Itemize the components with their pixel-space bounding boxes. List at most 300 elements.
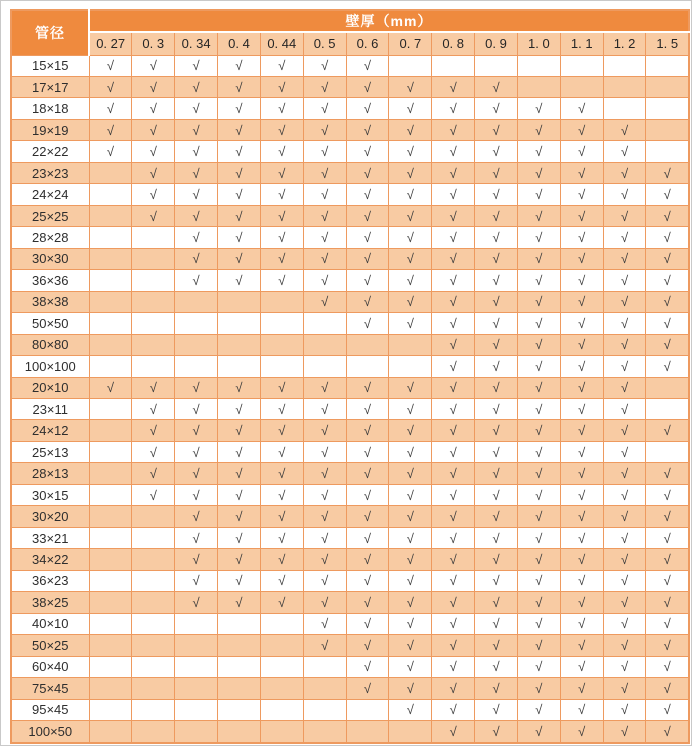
check-cell-checked: √ [218, 549, 261, 570]
check-cell-checked: √ [389, 377, 432, 398]
size-cell: 19×19 [11, 119, 89, 140]
check-cell-checked: √ [260, 248, 303, 269]
check-cell-empty [260, 291, 303, 312]
check-cell-checked: √ [432, 484, 475, 505]
check-cell-checked: √ [475, 678, 518, 699]
check-cell-checked: √ [303, 76, 346, 97]
table-row [11, 334, 689, 355]
check-cell-checked: √ [132, 463, 175, 484]
check-cell-checked: √ [260, 162, 303, 183]
check-cell-checked: √ [175, 119, 218, 140]
size-cell: 30×30 [11, 248, 89, 269]
check-cell-checked: √ [517, 205, 560, 226]
check-cell-checked: √ [132, 141, 175, 162]
check-cell-checked: √ [175, 399, 218, 420]
check-cell-checked: √ [603, 119, 646, 140]
check-cell-empty [646, 98, 689, 119]
check-cell-checked: √ [218, 98, 261, 119]
check-cell-checked: √ [560, 506, 603, 527]
check-cell-checked: √ [260, 506, 303, 527]
size-cell: 75×45 [11, 678, 89, 699]
check-cell-checked: √ [132, 420, 175, 441]
check-cell-checked: √ [175, 248, 218, 269]
size-cell: 36×23 [11, 570, 89, 591]
check-cell-checked: √ [432, 162, 475, 183]
check-cell-checked: √ [346, 227, 389, 248]
check-cell-checked: √ [346, 635, 389, 656]
check-cell-checked: √ [218, 484, 261, 505]
check-cell-empty [346, 699, 389, 720]
check-cell-checked: √ [560, 570, 603, 591]
check-cell-checked: √ [389, 441, 432, 462]
check-cell-empty [303, 699, 346, 720]
check-cell-checked: √ [260, 377, 303, 398]
thickness-col-header-7: 0. 7 [389, 32, 432, 55]
check-cell-checked: √ [517, 119, 560, 140]
check-cell-checked: √ [346, 484, 389, 505]
check-cell-empty [389, 55, 432, 76]
check-cell-checked: √ [175, 441, 218, 462]
thickness-col-header-5: 0. 5 [303, 32, 346, 55]
check-cell-checked: √ [432, 119, 475, 140]
thickness-col-header-10: 1. 0 [517, 32, 560, 55]
check-cell-checked: √ [646, 613, 689, 634]
check-cell-checked: √ [646, 699, 689, 720]
check-cell-checked: √ [218, 270, 261, 291]
check-cell-checked: √ [475, 527, 518, 548]
check-cell-empty [218, 356, 261, 377]
check-cell-checked: √ [389, 119, 432, 140]
check-cell-checked: √ [303, 205, 346, 226]
check-cell-checked: √ [389, 291, 432, 312]
check-cell-empty [303, 721, 346, 743]
check-cell-checked: √ [646, 334, 689, 355]
table-row [11, 549, 689, 570]
check-cell-checked: √ [260, 205, 303, 226]
check-cell-checked: √ [389, 420, 432, 441]
check-cell-empty [132, 613, 175, 634]
check-cell-checked: √ [603, 678, 646, 699]
check-cell-checked: √ [475, 635, 518, 656]
check-cell-empty [89, 420, 132, 441]
table-row [11, 463, 689, 484]
check-cell-checked: √ [303, 98, 346, 119]
check-cell-checked: √ [389, 656, 432, 677]
check-cell-checked: √ [560, 334, 603, 355]
check-cell-checked: √ [517, 377, 560, 398]
size-cell: 28×13 [11, 463, 89, 484]
check-cell-checked: √ [89, 119, 132, 140]
check-cell-empty [132, 291, 175, 312]
check-cell-checked: √ [132, 441, 175, 462]
size-cell: 50×50 [11, 313, 89, 334]
check-cell-checked: √ [303, 55, 346, 76]
check-cell-checked: √ [603, 162, 646, 183]
check-cell-checked: √ [260, 119, 303, 140]
check-cell-checked: √ [346, 270, 389, 291]
check-cell-checked: √ [432, 635, 475, 656]
check-cell-checked: √ [389, 227, 432, 248]
check-cell-checked: √ [603, 377, 646, 398]
check-cell-checked: √ [218, 441, 261, 462]
check-cell-empty [389, 356, 432, 377]
check-cell-checked: √ [603, 463, 646, 484]
check-cell-checked: √ [389, 549, 432, 570]
check-cell-checked: √ [603, 635, 646, 656]
check-cell-empty [89, 205, 132, 226]
check-cell-checked: √ [517, 506, 560, 527]
check-cell-empty [517, 76, 560, 97]
size-cell: 36×36 [11, 270, 89, 291]
thickness-col-header-0: 0. 27 [89, 32, 132, 55]
check-cell-checked: √ [475, 463, 518, 484]
check-cell-checked: √ [646, 527, 689, 548]
check-cell-checked: √ [218, 141, 261, 162]
check-cell-checked: √ [346, 55, 389, 76]
check-cell-checked: √ [432, 313, 475, 334]
check-cell-checked: √ [175, 420, 218, 441]
check-cell-checked: √ [260, 441, 303, 462]
table-body [11, 55, 689, 743]
check-cell-checked: √ [646, 506, 689, 527]
check-cell-empty [132, 248, 175, 269]
check-cell-checked: √ [432, 76, 475, 97]
check-cell-checked: √ [560, 592, 603, 613]
check-cell-checked: √ [432, 656, 475, 677]
check-cell-empty [303, 313, 346, 334]
check-cell-empty [89, 184, 132, 205]
check-cell-empty [89, 270, 132, 291]
check-cell-empty [132, 635, 175, 656]
check-cell-checked: √ [432, 420, 475, 441]
size-cell: 24×12 [11, 420, 89, 441]
check-cell-checked: √ [432, 463, 475, 484]
check-cell-empty [646, 119, 689, 140]
size-cell: 18×18 [11, 98, 89, 119]
check-cell-checked: √ [475, 613, 518, 634]
check-cell-checked: √ [346, 205, 389, 226]
check-cell-checked: √ [175, 205, 218, 226]
table-row [11, 184, 689, 205]
size-cell: 100×50 [11, 721, 89, 743]
check-cell-checked: √ [346, 506, 389, 527]
check-cell-empty [603, 55, 646, 76]
check-cell-empty [646, 441, 689, 462]
check-cell-checked: √ [475, 141, 518, 162]
size-cell: 100×100 [11, 356, 89, 377]
check-cell-checked: √ [603, 420, 646, 441]
size-cell: 34×22 [11, 549, 89, 570]
table-row [11, 570, 689, 591]
check-cell-checked: √ [218, 506, 261, 527]
check-cell-checked: √ [560, 613, 603, 634]
check-cell-checked: √ [646, 205, 689, 226]
check-cell-empty [389, 721, 432, 743]
check-cell-checked: √ [218, 227, 261, 248]
check-cell-checked: √ [218, 570, 261, 591]
check-cell-checked: √ [303, 549, 346, 570]
check-cell-checked: √ [560, 162, 603, 183]
check-cell-checked: √ [175, 484, 218, 505]
check-cell-empty [346, 721, 389, 743]
check-cell-checked: √ [346, 377, 389, 398]
check-cell-checked: √ [303, 184, 346, 205]
check-cell-checked: √ [646, 184, 689, 205]
check-cell-checked: √ [560, 227, 603, 248]
check-cell-checked: √ [517, 98, 560, 119]
check-cell-checked: √ [303, 291, 346, 312]
check-cell-checked: √ [303, 119, 346, 140]
check-cell-empty [89, 678, 132, 699]
check-cell-empty [132, 270, 175, 291]
check-cell-checked: √ [603, 356, 646, 377]
table-row [11, 377, 689, 398]
check-cell-checked: √ [432, 184, 475, 205]
check-cell-checked: √ [260, 420, 303, 441]
check-cell-empty [89, 721, 132, 743]
table-row [11, 55, 689, 76]
check-cell-empty [132, 313, 175, 334]
check-cell-checked: √ [560, 463, 603, 484]
check-cell-checked: √ [475, 98, 518, 119]
check-cell-checked: √ [303, 270, 346, 291]
check-cell-checked: √ [475, 184, 518, 205]
check-cell-checked: √ [389, 184, 432, 205]
check-cell-checked: √ [89, 98, 132, 119]
check-cell-empty [260, 356, 303, 377]
pipe-thickness-matrix-table [10, 9, 690, 744]
table-row [11, 313, 689, 334]
check-cell-checked: √ [517, 184, 560, 205]
check-cell-checked: √ [560, 656, 603, 677]
check-cell-empty [646, 399, 689, 420]
check-cell-checked: √ [646, 484, 689, 505]
check-cell-checked: √ [303, 420, 346, 441]
check-cell-checked: √ [260, 570, 303, 591]
check-cell-checked: √ [175, 527, 218, 548]
check-cell-checked: √ [603, 184, 646, 205]
check-cell-checked: √ [218, 399, 261, 420]
check-cell-checked: √ [346, 463, 389, 484]
check-cell-checked: √ [475, 699, 518, 720]
check-cell-checked: √ [175, 270, 218, 291]
check-cell-checked: √ [260, 527, 303, 548]
check-cell-checked: √ [517, 527, 560, 548]
table-row [11, 399, 689, 420]
check-cell-checked: √ [303, 592, 346, 613]
check-cell-checked: √ [260, 227, 303, 248]
check-cell-checked: √ [175, 506, 218, 527]
check-cell-empty [175, 721, 218, 743]
check-cell-checked: √ [603, 527, 646, 548]
check-cell-checked: √ [175, 592, 218, 613]
check-cell-checked: √ [517, 549, 560, 570]
thickness-header-row [11, 32, 689, 55]
check-cell-checked: √ [132, 377, 175, 398]
check-cell-checked: √ [389, 313, 432, 334]
check-cell-checked: √ [475, 377, 518, 398]
check-cell-checked: √ [346, 656, 389, 677]
check-cell-checked: √ [175, 162, 218, 183]
check-cell-empty [89, 463, 132, 484]
check-cell-checked: √ [432, 699, 475, 720]
check-cell-empty [89, 313, 132, 334]
check-cell-empty [175, 613, 218, 634]
check-cell-empty [260, 656, 303, 677]
check-cell-checked: √ [432, 356, 475, 377]
check-cell-empty [175, 334, 218, 355]
check-cell-empty [260, 699, 303, 720]
check-cell-empty [560, 76, 603, 97]
check-cell-empty [89, 570, 132, 591]
size-cell: 23×23 [11, 162, 89, 183]
table-row [11, 527, 689, 548]
check-cell-checked: √ [517, 635, 560, 656]
check-cell-empty [89, 635, 132, 656]
thickness-col-header-8: 0. 8 [432, 32, 475, 55]
check-cell-empty [132, 592, 175, 613]
check-cell-checked: √ [517, 162, 560, 183]
check-cell-empty [132, 527, 175, 548]
check-cell-empty [89, 291, 132, 312]
check-cell-empty [303, 678, 346, 699]
check-cell-checked: √ [560, 399, 603, 420]
check-cell-checked: √ [175, 377, 218, 398]
check-cell-checked: √ [517, 484, 560, 505]
check-cell-empty [603, 76, 646, 97]
check-cell-checked: √ [603, 441, 646, 462]
check-cell-checked: √ [389, 463, 432, 484]
table-row [11, 76, 689, 97]
check-cell-checked: √ [603, 291, 646, 312]
check-cell-empty [260, 678, 303, 699]
check-cell-empty [89, 399, 132, 420]
check-cell-checked: √ [218, 463, 261, 484]
thickness-col-header-13: 1. 5 [646, 32, 689, 55]
check-cell-checked: √ [432, 227, 475, 248]
check-cell-checked: √ [346, 549, 389, 570]
table-row [11, 248, 689, 269]
check-cell-checked: √ [603, 613, 646, 634]
check-cell-checked: √ [175, 227, 218, 248]
check-cell-checked: √ [646, 656, 689, 677]
check-cell-checked: √ [432, 399, 475, 420]
check-cell-checked: √ [132, 119, 175, 140]
check-cell-checked: √ [432, 678, 475, 699]
check-cell-checked: √ [218, 76, 261, 97]
check-cell-checked: √ [560, 141, 603, 162]
check-cell-checked: √ [646, 420, 689, 441]
check-cell-empty [218, 334, 261, 355]
check-cell-checked: √ [303, 377, 346, 398]
check-cell-checked: √ [346, 98, 389, 119]
check-cell-empty [89, 248, 132, 269]
thickness-col-header-11: 1. 1 [560, 32, 603, 55]
check-cell-checked: √ [346, 184, 389, 205]
check-cell-checked: √ [432, 141, 475, 162]
check-cell-checked: √ [560, 549, 603, 570]
check-cell-checked: √ [646, 463, 689, 484]
check-cell-empty [560, 55, 603, 76]
check-cell-checked: √ [389, 613, 432, 634]
table-row [11, 291, 689, 312]
check-cell-checked: √ [346, 570, 389, 591]
check-cell-checked: √ [346, 592, 389, 613]
check-cell-empty [175, 635, 218, 656]
check-cell-checked: √ [517, 291, 560, 312]
check-cell-empty [218, 678, 261, 699]
check-cell-empty [132, 656, 175, 677]
check-cell-empty [132, 334, 175, 355]
size-cell: 38×25 [11, 592, 89, 613]
check-cell-checked: √ [517, 570, 560, 591]
check-cell-checked: √ [218, 377, 261, 398]
check-cell-checked: √ [517, 699, 560, 720]
check-cell-empty [89, 527, 132, 548]
check-cell-empty [89, 613, 132, 634]
table-row [11, 721, 689, 743]
check-cell-checked: √ [517, 678, 560, 699]
check-cell-checked: √ [603, 141, 646, 162]
check-cell-checked: √ [646, 248, 689, 269]
check-cell-empty [218, 656, 261, 677]
check-cell-checked: √ [175, 76, 218, 97]
check-cell-empty [432, 55, 475, 76]
check-cell-checked: √ [303, 248, 346, 269]
check-cell-checked: √ [560, 420, 603, 441]
check-cell-empty [646, 76, 689, 97]
check-cell-empty [175, 356, 218, 377]
check-cell-checked: √ [432, 613, 475, 634]
size-cell: 95×45 [11, 699, 89, 720]
check-cell-empty [89, 656, 132, 677]
check-cell-checked: √ [646, 678, 689, 699]
check-cell-checked: √ [475, 549, 518, 570]
size-cell: 33×21 [11, 527, 89, 548]
check-cell-empty [132, 699, 175, 720]
check-cell-empty [346, 356, 389, 377]
size-cell: 28×28 [11, 227, 89, 248]
check-cell-empty [218, 313, 261, 334]
check-cell-checked: √ [475, 334, 518, 355]
check-cell-checked: √ [646, 291, 689, 312]
check-cell-checked: √ [175, 463, 218, 484]
check-cell-checked: √ [475, 570, 518, 591]
check-cell-checked: √ [260, 463, 303, 484]
check-cell-checked: √ [560, 248, 603, 269]
check-cell-empty [175, 656, 218, 677]
check-cell-checked: √ [646, 270, 689, 291]
check-cell-checked: √ [475, 484, 518, 505]
check-cell-empty [260, 334, 303, 355]
check-cell-checked: √ [603, 270, 646, 291]
check-cell-checked: √ [303, 441, 346, 462]
check-cell-checked: √ [475, 592, 518, 613]
size-cell: 20×10 [11, 377, 89, 398]
check-cell-checked: √ [218, 119, 261, 140]
size-cell: 23×11 [11, 399, 89, 420]
size-cell: 25×25 [11, 205, 89, 226]
check-cell-empty [346, 334, 389, 355]
check-cell-checked: √ [432, 721, 475, 743]
check-cell-checked: √ [475, 656, 518, 677]
check-cell-checked: √ [475, 420, 518, 441]
table-row [11, 162, 689, 183]
check-cell-empty [132, 678, 175, 699]
check-cell-checked: √ [175, 570, 218, 591]
check-cell-empty [89, 162, 132, 183]
check-cell-empty [218, 721, 261, 743]
